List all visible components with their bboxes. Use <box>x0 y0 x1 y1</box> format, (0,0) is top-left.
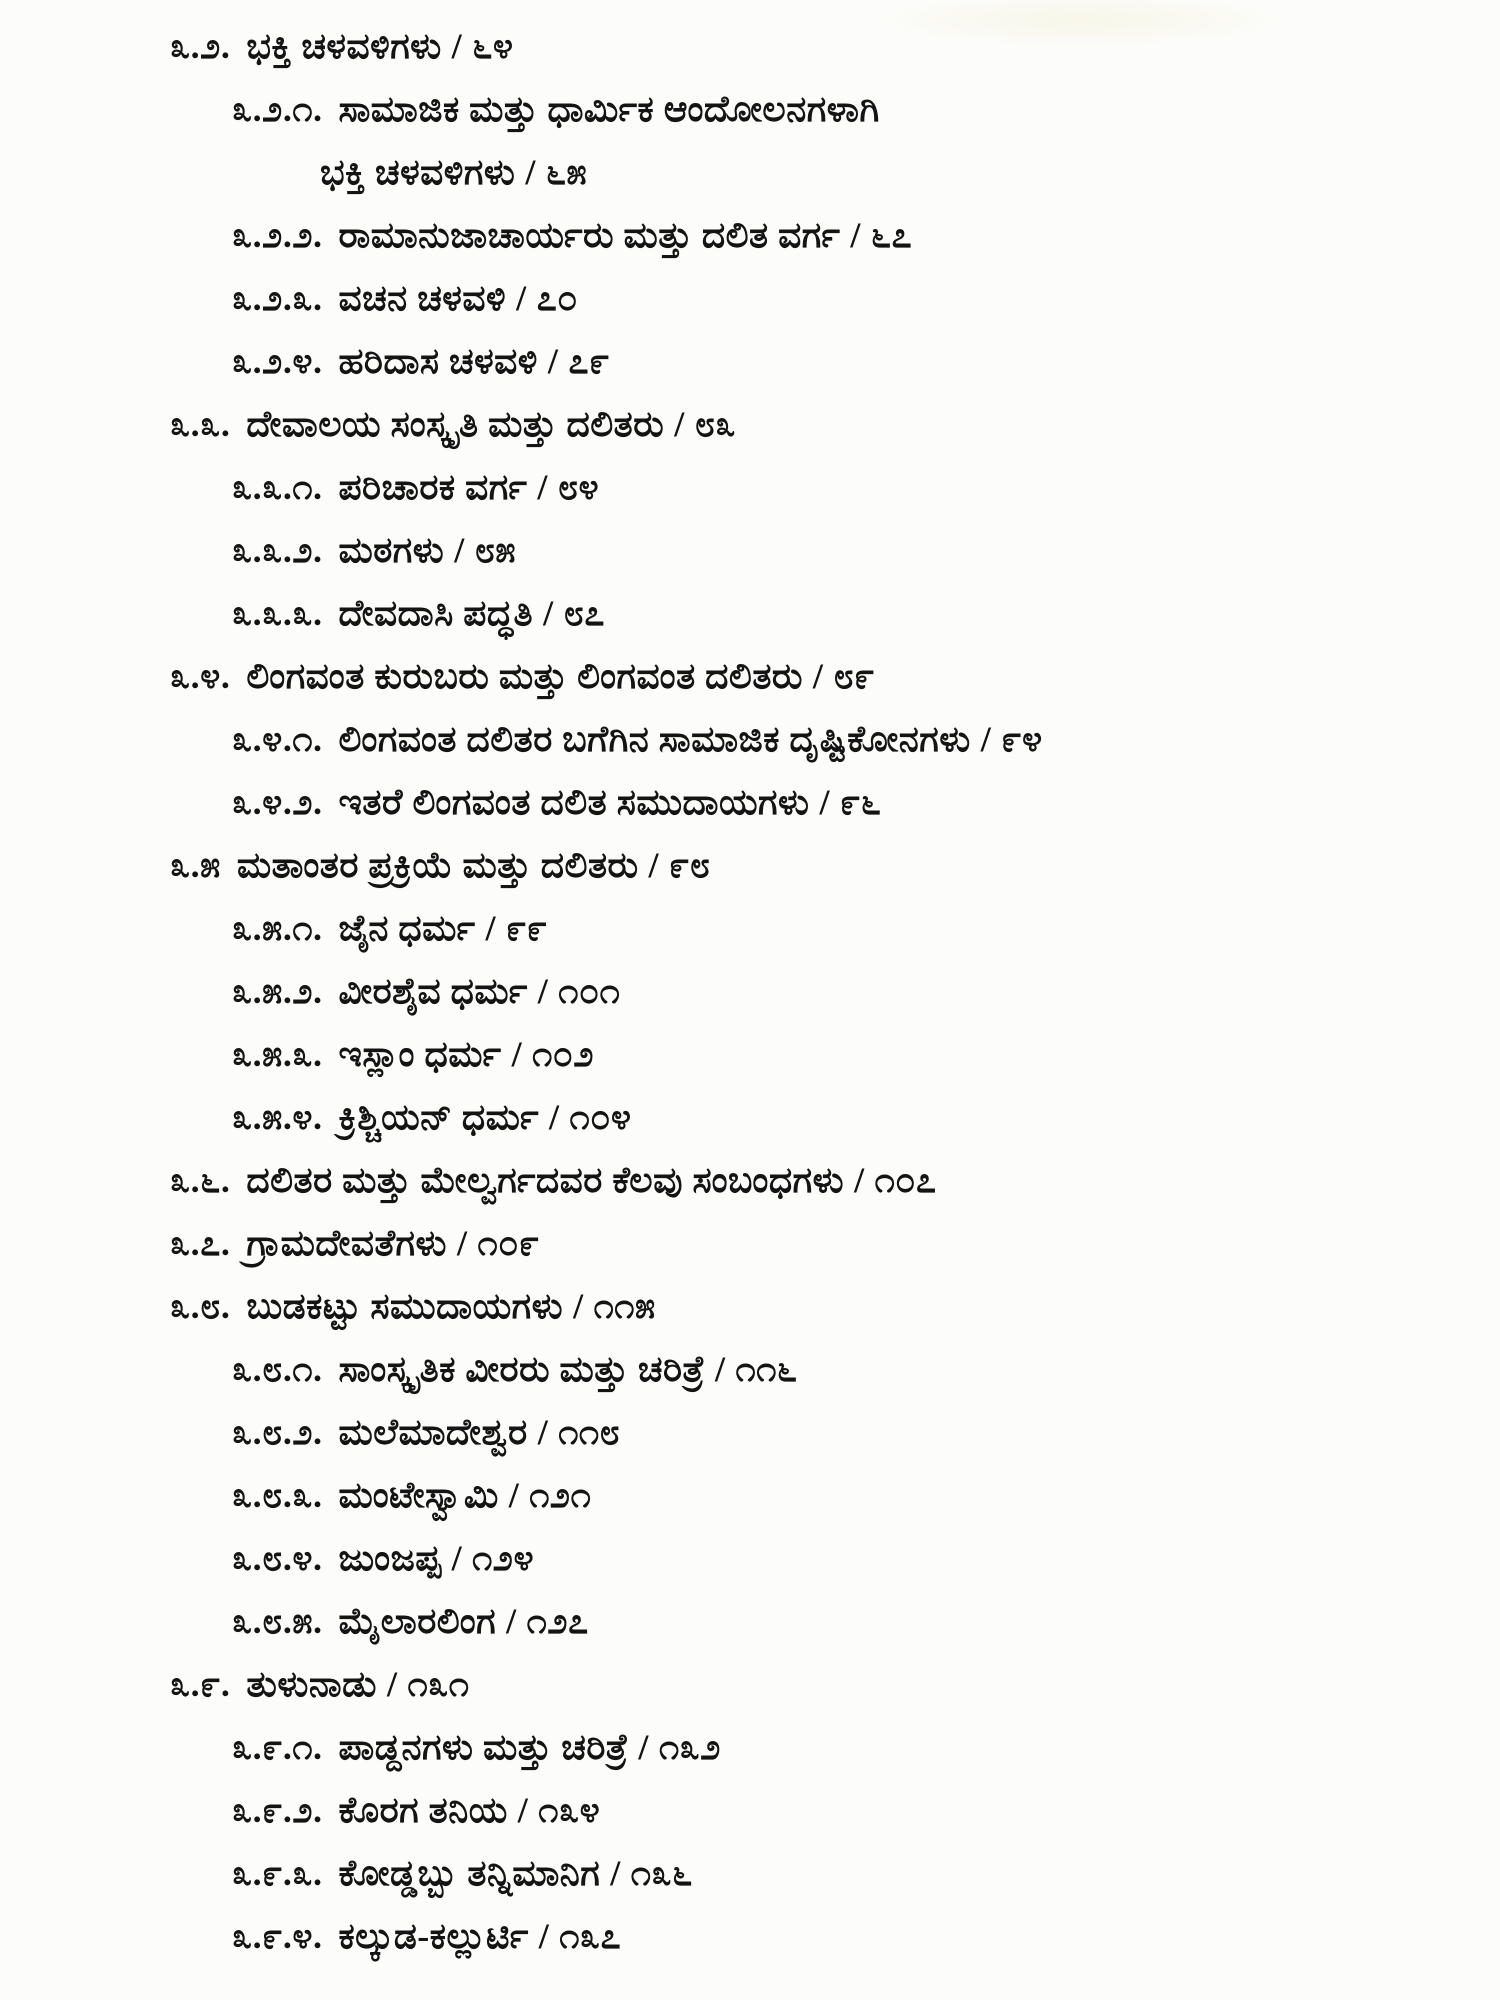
toc-entry-page-number: ೧೩೬ <box>630 1853 693 1893</box>
toc-entry-title: ಬುಡಕಟ್ಟು ಸಮುದಾಯಗಳು <box>246 1286 564 1326</box>
toc-entry-separator: / <box>516 278 527 318</box>
toc-entry-number: ೩.೭. <box>170 1223 231 1263</box>
toc-entry-page-number: ೭೦ <box>536 278 578 318</box>
toc-entry-title: ಮತಾಂತರ ಪ್ರಕ್ರಿಯೆ ಮತ್ತು ದಲಿತರು <box>236 845 639 885</box>
toc-entry-page-number: ೧೦೪ <box>569 1097 632 1137</box>
toc-entry-title: ಪರಿಚಾರಕ ವರ್ಗ <box>338 467 528 507</box>
toc-entry-separator: / <box>715 1349 726 1389</box>
toc-entry <box>0 1473 1470 1517</box>
toc-entry-number: ೩.೨.೩. <box>232 278 323 318</box>
toc-entry <box>0 1410 1470 1454</box>
toc-entry-separator: / <box>610 1853 621 1893</box>
toc-entry-separator: / <box>525 152 536 192</box>
toc-entry-line <box>170 404 736 444</box>
toc-entry <box>0 1851 1470 1895</box>
toc-entry-number: ೩.೪.೧. <box>232 719 323 759</box>
toc-entry-line <box>232 971 620 1011</box>
toc-entry-title: ಸಾಂಸ್ಕೃತಿಕ ವೀರರು ಮತ್ತು ಚರಿತ್ರೆ <box>338 1349 706 1389</box>
toc-entry-line <box>170 1160 937 1200</box>
toc-entry-page-number: ೮೪ <box>557 467 600 507</box>
toc-entry-page-number: ೧೧೬ <box>735 1349 798 1389</box>
toc-entry-line <box>232 1601 589 1641</box>
toc-entry-line <box>232 467 599 507</box>
toc-entry <box>0 213 1470 257</box>
toc-entry-page-number: ೧೩೨ <box>658 1727 721 1767</box>
toc-entry-line <box>232 215 912 255</box>
toc-entry-title: ಭಕ್ತಿ ಚಳವಳಿಗಳು <box>246 26 442 66</box>
toc-entry-line <box>232 1853 693 1893</box>
toc-entry <box>0 843 1470 887</box>
toc-entry-title: ಜುಂಜಪ್ಪ <box>338 1538 442 1578</box>
toc-entry <box>0 1914 1470 1958</box>
toc-entry-number: ೩.೫.೧. <box>232 908 323 948</box>
toc-entry-line <box>232 1538 534 1578</box>
toc-entry-line <box>232 341 610 381</box>
toc-entry-number: ೩.೩.೩. <box>232 593 323 633</box>
toc-entry-line <box>170 845 710 885</box>
toc-entry-number: ೩.೨.೨. <box>232 215 323 255</box>
toc-entry-title: ದೇವಾಲಯ ಸಂಸ್ಕೃತಿ ಮತ್ತು ದಲಿತರು <box>246 404 665 444</box>
toc-entry-separator: / <box>506 1601 517 1641</box>
toc-entry-separator: / <box>451 1538 463 1578</box>
toc-entry-title: ದೇವದಾಸಿ ಪದ್ಧತಿ <box>338 593 534 633</box>
toc-entry-line <box>232 1349 798 1389</box>
toc-entry <box>0 339 1470 383</box>
toc-entry-separator: / <box>573 1286 584 1326</box>
toc-entry-separator: / <box>543 593 554 633</box>
toc-entry-number: ೩.೮.೨. <box>232 1412 323 1452</box>
toc-entry-title: ಹರಿದಾಸ ಚಳವಳಿ <box>338 341 538 381</box>
toc-entry-continuation-title: ಭಕ್ತಿ ಚಳವಳಿಗಳು <box>320 152 516 192</box>
toc-entry <box>0 1536 1470 1580</box>
toc-entry <box>0 402 1470 446</box>
toc-entry-number: ೩.೯.೨. <box>232 1790 323 1830</box>
toc-entry-line <box>232 719 1043 759</box>
toc-entry-title: ವಚನ ಚಳವಳಿ <box>338 278 507 318</box>
toc-entry-separator: / <box>454 530 465 570</box>
toc-entry-separator: / <box>386 1664 398 1704</box>
toc-entry-title: ಕೋಡ್ಡಬ್ಬು ತನ್ನಿಮಾನಿಗ <box>338 1853 601 1893</box>
toc-entry-page-number: ೯೬ <box>840 782 882 822</box>
toc-entry <box>0 591 1470 635</box>
toc-entry-separator: / <box>674 404 685 444</box>
toc-entry <box>0 1662 1470 1706</box>
toc-entry-title: ಕ್ರಿಶ್ಚಿಯನ್ ಧರ್ಮ <box>338 1097 540 1137</box>
toc-entry-title: ತುಳುನಾಡು <box>246 1664 377 1704</box>
toc-entry-line <box>232 1034 594 1074</box>
toc-entry-title: ಕೊರಗ ತನಿಯ <box>338 1790 508 1830</box>
toc-entry-separator: / <box>517 1790 529 1830</box>
toc-entry-title: ಗ್ರಾಮದೇವತೆಗಳು <box>246 1223 448 1263</box>
toc-entry-title: ವೀರಶೈವ ಧರ್ಮ <box>338 971 528 1011</box>
toc-entry-number: ೩.೮.೫. <box>232 1601 323 1641</box>
toc-entry <box>0 1095 1470 1139</box>
toc-entry-line <box>232 1916 621 1956</box>
toc-entry-line <box>232 1412 620 1452</box>
toc-entry-page-number: ೯೯ <box>506 908 548 948</box>
toc-entry <box>0 1158 1470 1202</box>
toc-entry-separator: / <box>511 1034 523 1074</box>
toc-entry-page-number: ೧೧೮ <box>558 1412 621 1452</box>
toc-entry-page-number: ೬೭ <box>870 215 913 255</box>
toc-entry-title: ಮಠಗಳು <box>338 530 445 570</box>
toc-entry-title: ಜೈನ ಧರ್ಮ <box>338 908 476 948</box>
toc-entry-continuation-page-number: ೬೫ <box>545 152 588 192</box>
toc-entry-number: ೩.೨.೪. <box>232 341 323 381</box>
toc-entry <box>0 276 1470 320</box>
toc-entry <box>0 528 1470 572</box>
toc-entry-number: ೩.೯.೧. <box>232 1727 323 1767</box>
toc-entry-page-number: ೧೦೧ <box>558 971 621 1011</box>
toc-entry-line <box>170 1664 469 1704</box>
toc-entry-number: ೩.೮. <box>170 1286 231 1326</box>
toc-entry-page-number: ೧೩೧ <box>407 1664 470 1704</box>
toc-entry-number: ೩.೮.೪. <box>232 1538 323 1578</box>
toc-entry-line <box>232 1727 721 1767</box>
toc-entry-separator: / <box>812 656 824 696</box>
toc-entry-title: ಮಲೆಮಾದೇಶ್ವರ <box>338 1412 528 1452</box>
toc-entry-line <box>232 782 881 822</box>
toc-entry-title: ಕಲ್ಕುಡ-ಕಲ್ಲುರ್ಟಿ <box>338 1916 529 1956</box>
toc-entry-number: ೩.೯.೪. <box>232 1916 323 1956</box>
toc-entry-title: ಮಂಟೇಸ್ವಾಮಿ <box>338 1475 499 1515</box>
toc-entry-line <box>232 89 880 129</box>
toc-entry <box>0 654 1470 698</box>
toc-entry-line <box>232 278 578 318</box>
toc-entry-page-number: ೮೭ <box>563 593 605 633</box>
toc-entry <box>0 1788 1470 1832</box>
toc-entry <box>0 906 1470 950</box>
toc-entry-title: ಸಾಮಾಜಿಕ ಮತ್ತು ಧಾರ್ಮಿಕ ಆಂದೋಲನಗಳಾಗಿ <box>338 89 880 129</box>
toc-entry <box>0 1599 1470 1643</box>
toc-entry <box>0 87 1470 194</box>
toc-entry-separator: / <box>485 908 497 948</box>
toc-entry-page-number: ೧೦೯ <box>477 1223 540 1263</box>
toc-entry-number: ೩.೪. <box>170 656 231 696</box>
toc-entry-separator: / <box>537 1412 549 1452</box>
toc-entry <box>0 780 1470 824</box>
toc-entry-title: ದಲಿತರ ಮತ್ತು ಮೇಲ್ವರ್ಗದವರ ಕೆಲವು ಸಂಬಂಧಗಳು <box>246 1160 845 1200</box>
toc-entry-page-number: ೧೦೨ <box>532 1034 595 1074</box>
toc-entry-page-number: ೮೯ <box>833 656 875 696</box>
toc-entry-line <box>170 1223 540 1263</box>
toc-entry-number: ೩.೨.೧. <box>232 89 323 129</box>
toc-entry-number: ೩.೯. <box>170 1664 231 1704</box>
toc-entry <box>0 717 1470 761</box>
toc-entry-line <box>170 656 875 696</box>
toc-entry-page-number: ೭೯ <box>568 341 610 381</box>
toc-entry-number: ೩.೮.೧. <box>232 1349 323 1389</box>
toc-entry-number: ೩.೩.೧. <box>232 467 323 507</box>
toc-entry-title: ಪಾಡ್ದನಗಳು ಮತ್ತು ಚರಿತ್ರೆ <box>338 1727 629 1767</box>
toc-entry-line <box>232 908 547 948</box>
toc-entry-continuation <box>232 150 1470 194</box>
toc-entry-page-number: ೧೧೫ <box>593 1286 656 1326</box>
toc-entry-title: ಲಿಂಗವಂತ ಕುರುಬರು ಮತ್ತು ಲಿಂಗವಂತ ದಲಿತರು <box>246 656 803 696</box>
toc-entry-separator: / <box>549 1097 560 1137</box>
toc-entry <box>0 1032 1470 1076</box>
toc-entry-separator: / <box>451 26 463 66</box>
toc-entry-line <box>232 1475 591 1515</box>
toc-entry-number: ೩.೫ <box>170 845 221 885</box>
toc-entry-page-number: ೬೪ <box>472 26 514 66</box>
toc-entry <box>0 24 1470 68</box>
toc-entry-number: ೩.೫.೨. <box>232 971 323 1011</box>
toc-entry-number: ೩.೪.೨. <box>232 782 323 822</box>
toc-entry-separator: / <box>980 719 992 759</box>
toc-entry-title: ಲಿಂಗವಂತ ದಲಿತರ ಬಗೆಗಿನ ಸಾಮಾಜಿಕ ದೃಷ್ಟಿಕೋನಗಳು <box>338 719 971 759</box>
toc-entry <box>0 1725 1470 1769</box>
toc-entry-number: ೩.೬. <box>170 1160 231 1200</box>
toc-entry-line <box>232 1097 632 1137</box>
toc-entry-separator: / <box>648 845 660 885</box>
toc-entry-title: ಇಸ್ಲಾಂ ಧರ್ಮ <box>338 1034 502 1074</box>
toc-entry-line <box>232 1790 600 1830</box>
toc-entry-separator: / <box>537 971 549 1011</box>
toc-entry-page-number: ೧೩೪ <box>538 1790 601 1830</box>
toc-entry-page-number: ೯೪ <box>1001 719 1043 759</box>
toc-entry-line <box>232 530 516 570</box>
toc-entry-page-number: ೧೩೭ <box>559 1916 622 1956</box>
toc-entry-page-number: ೮೩ <box>694 404 737 444</box>
toc-entry-title: ಮೈಲಾರಲಿಂಗ <box>338 1601 497 1641</box>
toc-entry <box>0 969 1470 1013</box>
toc-entry <box>0 1284 1470 1328</box>
toc-entry-separator: / <box>538 1916 550 1956</box>
toc-entry-page-number: ೯೮ <box>669 845 711 885</box>
toc-entry-title: ಇತರೆ ಲಿಂಗವಂತ ದಲಿತ ಸಮುದಾಯಗಳು <box>338 782 810 822</box>
toc-entry-title: ರಾಮಾನುಜಾಚಾರ್ಯರು ಮತ್ತು ದಲಿತ ವರ್ಗ <box>338 215 841 255</box>
toc-entry-page-number: ೧೦೭ <box>874 1160 937 1200</box>
toc-entry-number: ೩.೯.೩. <box>232 1853 323 1893</box>
toc-entry-separator: / <box>638 1727 649 1767</box>
toc-entry <box>0 1221 1470 1265</box>
toc-entry <box>0 1347 1470 1391</box>
toc-entry-separator: / <box>854 1160 865 1200</box>
toc-entry-separator: / <box>819 782 831 822</box>
toc-entry-number: ೩.೮.೩. <box>232 1475 323 1515</box>
toc-entry-page-number: ೧೨೭ <box>526 1601 589 1641</box>
toc-entry-separator: / <box>457 1223 468 1263</box>
toc-entry-separator: / <box>850 215 861 255</box>
toc-entry-line <box>170 1286 656 1326</box>
toc-entry-page-number: ೮೫ <box>474 530 517 570</box>
toc-entry-number: ೩.೫.೪. <box>232 1097 323 1137</box>
toc-entry-line <box>170 26 514 66</box>
toc-entry <box>0 465 1470 509</box>
toc-entry-page-number: ೧೨೪ <box>472 1538 535 1578</box>
toc-entry-separator: / <box>508 1475 520 1515</box>
toc-entry-separator: / <box>537 467 548 507</box>
toc-entry-separator: / <box>547 341 559 381</box>
toc-entry-line <box>232 593 605 633</box>
toc-entry-number: ೩.೩. <box>170 404 231 444</box>
toc-entry-number: ೩.೩.೨. <box>232 530 323 570</box>
toc-entry-number: ೩.೫.೩. <box>232 1034 323 1074</box>
toc-entry-page-number: ೧೨೧ <box>529 1475 592 1515</box>
toc-entry-number: ೩.೨. <box>170 26 231 66</box>
